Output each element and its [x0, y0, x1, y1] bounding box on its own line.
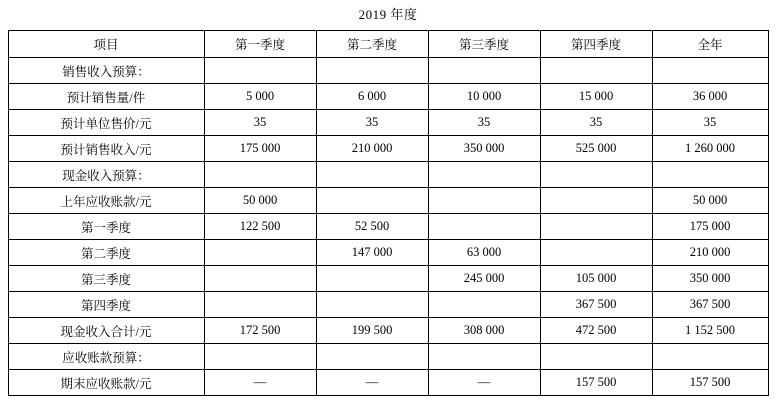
- row-cell: 5 000: [204, 84, 316, 110]
- table-row: [8, 84, 768, 110]
- row-cell: 199 500: [316, 318, 428, 344]
- table-row: [8, 240, 768, 266]
- row-cell: 50 000: [204, 188, 316, 214]
- row-cell: 35: [204, 110, 316, 136]
- row-cell: 472 500: [540, 318, 652, 344]
- row-cell: 157 500: [652, 370, 768, 396]
- column-header-q2: 第二季度: [316, 31, 428, 58]
- row-cell: 308 000: [428, 318, 540, 344]
- row-cell: 1 260 000: [652, 136, 768, 162]
- row-cell: [540, 214, 652, 240]
- row-cell: 50 000: [652, 188, 768, 214]
- row-cell: 122 500: [204, 214, 316, 240]
- table-row: [8, 344, 768, 370]
- row-cell: 175 000: [652, 214, 768, 240]
- row-cell: 36 000: [652, 84, 768, 110]
- row-cell: —: [204, 370, 316, 396]
- table-row: [8, 58, 768, 84]
- row-label: 期末应收账款/元: [8, 370, 204, 396]
- row-cell: [652, 162, 768, 188]
- row-cell: 157 500: [540, 370, 652, 396]
- row-cell: —: [428, 370, 540, 396]
- row-cell: [316, 292, 428, 318]
- sales-budget-table: [8, 30, 769, 396]
- row-label: 第一季度: [8, 214, 204, 240]
- row-cell: [428, 214, 540, 240]
- table-row: [8, 292, 768, 318]
- row-cell: [204, 162, 316, 188]
- row-cell: 367 500: [540, 292, 652, 318]
- row-label: 第二季度: [8, 240, 204, 266]
- row-cell: —: [316, 370, 428, 396]
- row-cell: 10 000: [428, 84, 540, 110]
- row-cell: 210 000: [316, 136, 428, 162]
- row-label: 现金收入合计/元: [8, 318, 204, 344]
- row-label: 预计销售收入/元: [8, 136, 204, 162]
- row-cell: [316, 188, 428, 214]
- table-header-row: [8, 31, 768, 58]
- column-header-item: 项目: [8, 31, 204, 58]
- row-cell: 172 500: [204, 318, 316, 344]
- row-cell: 35: [540, 110, 652, 136]
- row-cell: [540, 58, 652, 84]
- row-cell: 245 000: [428, 266, 540, 292]
- row-cell: [540, 344, 652, 370]
- row-cell: 367 500: [652, 292, 768, 318]
- table-row: [8, 110, 768, 136]
- row-cell: [204, 344, 316, 370]
- table-row: [8, 188, 768, 214]
- table-row: [8, 136, 768, 162]
- row-cell: [316, 58, 428, 84]
- row-cell: [204, 266, 316, 292]
- row-cell: [428, 162, 540, 188]
- row-label: 预计单位售价/元: [8, 110, 204, 136]
- column-header-q1: 第一季度: [204, 31, 316, 58]
- row-cell: 175 000: [204, 136, 316, 162]
- row-cell: [204, 58, 316, 84]
- table-row: [8, 318, 768, 344]
- row-cell: 350 000: [652, 266, 768, 292]
- table-row: [8, 266, 768, 292]
- row-cell: [316, 266, 428, 292]
- row-label: 销售收入预算：: [8, 58, 204, 84]
- row-cell: 35: [316, 110, 428, 136]
- row-cell: 105 000: [540, 266, 652, 292]
- page-title: 2019 年度: [358, 7, 418, 22]
- row-cell: 35: [652, 110, 768, 136]
- table-row: [8, 370, 768, 396]
- row-label: 上年应收账款/元: [8, 188, 204, 214]
- row-label: 现金收入预算：: [8, 162, 204, 188]
- row-cell: [428, 292, 540, 318]
- row-cell: 52 500: [316, 214, 428, 240]
- row-cell: [316, 162, 428, 188]
- row-cell: [652, 344, 768, 370]
- row-cell: [428, 344, 540, 370]
- row-cell: [316, 344, 428, 370]
- column-header-q4: 第四季度: [540, 31, 652, 58]
- column-header-year: 全年: [652, 31, 768, 58]
- row-cell: [204, 240, 316, 266]
- row-cell: 35: [428, 110, 540, 136]
- row-cell: [540, 188, 652, 214]
- row-cell: 63 000: [428, 240, 540, 266]
- row-cell: [540, 162, 652, 188]
- row-cell: 350 000: [428, 136, 540, 162]
- row-cell: [428, 188, 540, 214]
- row-cell: 15 000: [540, 84, 652, 110]
- row-cell: 210 000: [652, 240, 768, 266]
- row-label: 预计销售量/件: [8, 84, 204, 110]
- row-label: 第四季度: [8, 292, 204, 318]
- column-header-q3: 第三季度: [428, 31, 540, 58]
- row-cell: [540, 240, 652, 266]
- table-body: [8, 31, 768, 396]
- row-cell: 6 000: [316, 84, 428, 110]
- row-label: 应收账款预算：: [8, 344, 204, 370]
- row-cell: [652, 58, 768, 84]
- row-cell: [428, 58, 540, 84]
- table-row: [8, 162, 768, 188]
- row-cell: 147 000: [316, 240, 428, 266]
- row-cell: [204, 292, 316, 318]
- row-cell: 525 000: [540, 136, 652, 162]
- row-label: 第三季度: [8, 266, 204, 292]
- row-cell: 1 152 500: [652, 318, 768, 344]
- table-row: [8, 214, 768, 240]
